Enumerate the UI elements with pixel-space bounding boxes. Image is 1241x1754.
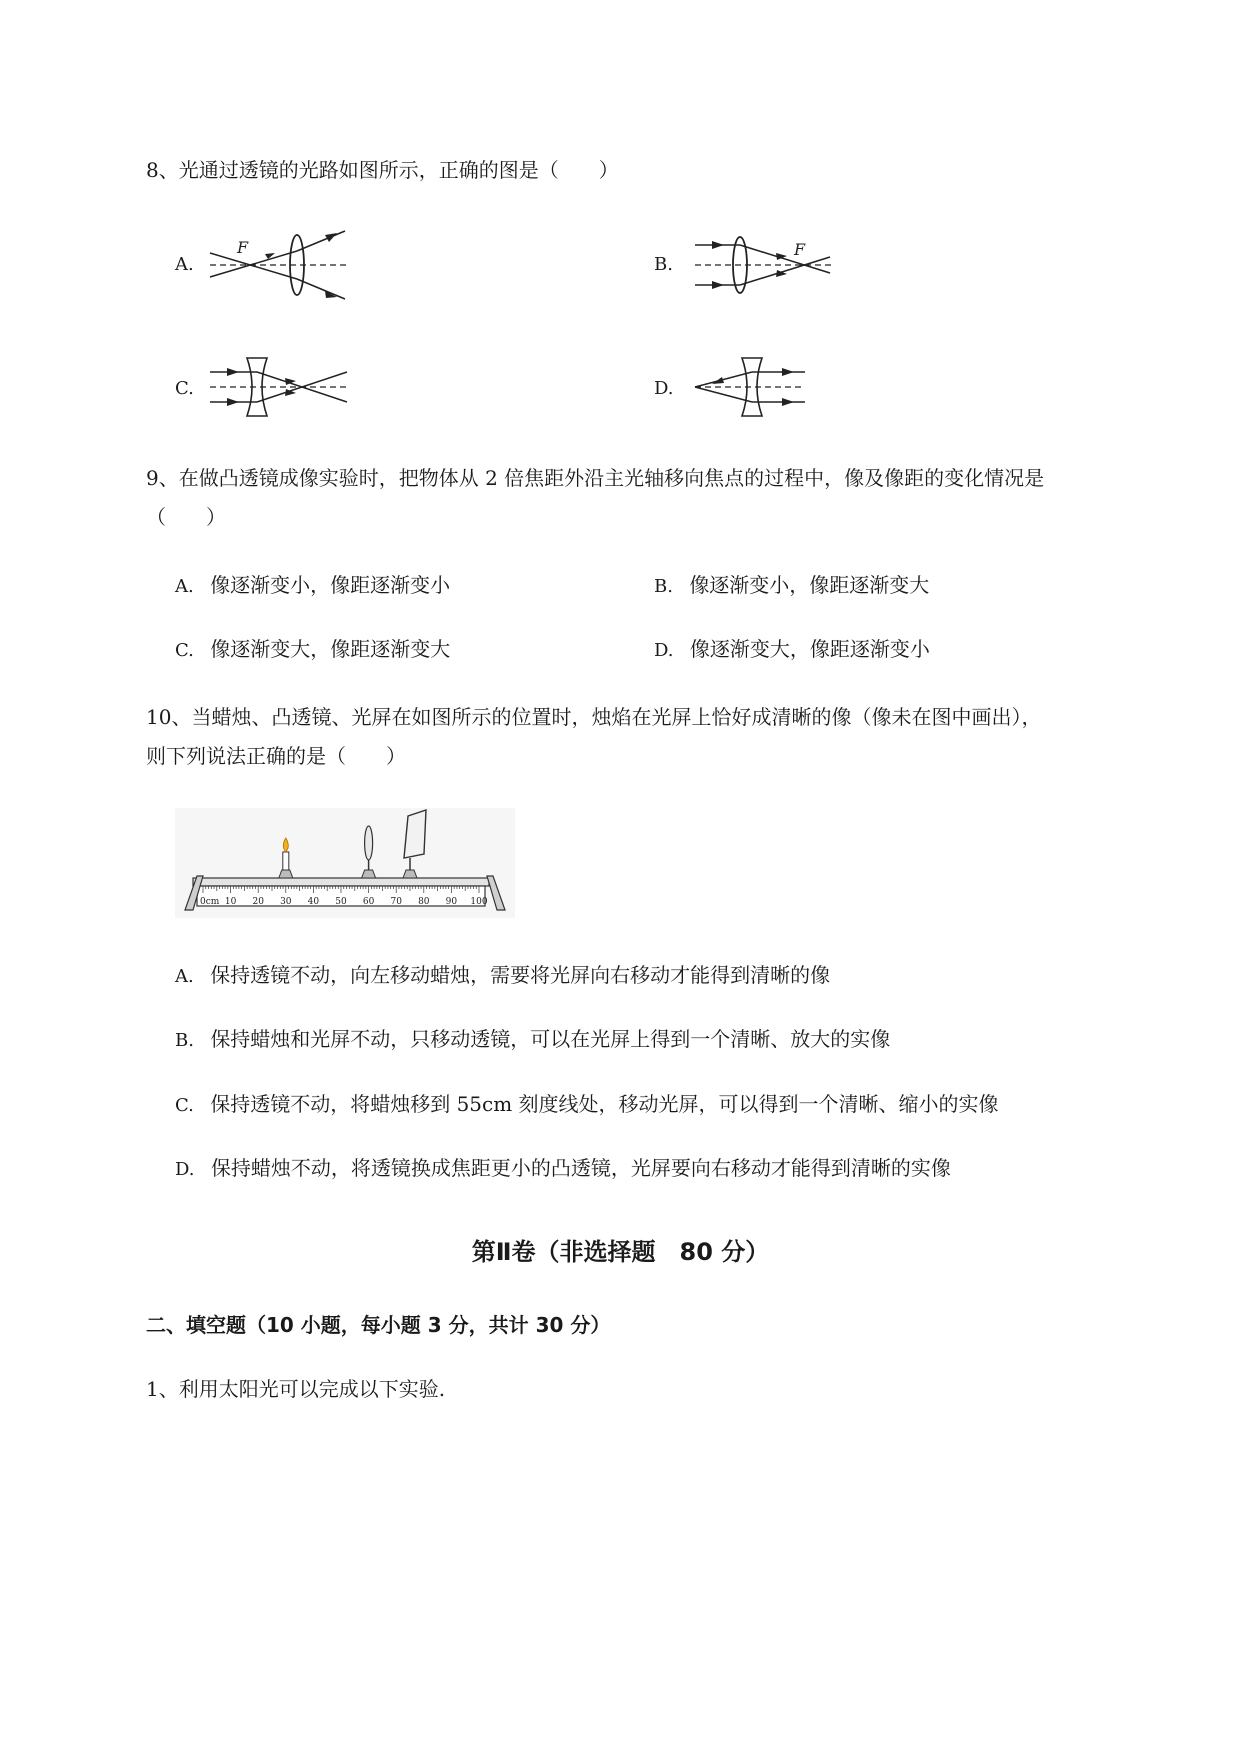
ruler-tick-label: 90 bbox=[445, 897, 458, 907]
question-9-stem-line1: 9、在做凸透镜成像实验时，把物体从 2 倍焦距外沿主光轴移向焦点的过程中，像及像距的变化情况是 bbox=[146, 466, 1045, 490]
q9-option-b-label: B. bbox=[654, 576, 673, 597]
q10-option-d-label: D. bbox=[175, 1159, 195, 1180]
q9-option-d-label: D. bbox=[654, 640, 674, 661]
q10-option-c-text: 保持透镜不动，将蜡烛移到 55cm 刻度线处，移动光屏，可以得到一个清晰、缩小的实像 bbox=[210, 1092, 999, 1116]
q10-option-c bbox=[175, 1090, 999, 1120]
q10-option-a-label: A. bbox=[175, 966, 194, 987]
q8-option-c-label: C. bbox=[175, 378, 194, 399]
q8-b-focal-label: F bbox=[794, 240, 806, 259]
q8-option-a-diagram bbox=[205, 225, 355, 305]
q9-option-d bbox=[654, 635, 930, 665]
q8-a-focal-label: F bbox=[237, 238, 249, 257]
question-10-stem-line1: 10、当蜡烛、凸透镜、光屏在如图所示的位置时，烛焰在光屏上恰好成清晰的像（像未在图中画出）， bbox=[146, 705, 1042, 729]
ruler-tick-label: 70 bbox=[390, 897, 402, 907]
question-10-stem-line2: 则下列说法正确的是（ ） bbox=[146, 744, 406, 768]
q8-option-d-diagram bbox=[690, 350, 840, 425]
ruler-tick-label: 20 bbox=[252, 897, 264, 907]
optical-bench-figure bbox=[175, 808, 515, 918]
ruler-tick-label: 50 bbox=[335, 897, 347, 907]
q10-option-a-text: 保持透镜不动，向左移动蜡烛，需要将光屏向右移动才能得到清晰的像 bbox=[210, 963, 831, 987]
ruler-tick-label: 60 bbox=[362, 897, 375, 907]
ruler-tick-label: 30 bbox=[280, 897, 292, 907]
q9-option-b bbox=[654, 571, 929, 601]
q9-option-a-text: 像逐渐变小，像距逐渐变小 bbox=[210, 573, 451, 597]
q10-option-a bbox=[175, 961, 830, 991]
question-9-stem-line2: （ ） bbox=[146, 505, 226, 529]
q9-option-c-label: C. bbox=[175, 640, 194, 661]
q9-option-a-label: A. bbox=[175, 576, 194, 597]
q10-option-d-text: 保持蜡烛不动，将透镜换成焦距更小的凸透镜，光屏要向右移动才能得到清晰的实像 bbox=[210, 1156, 951, 1180]
q8-option-d-label: D. bbox=[654, 378, 674, 399]
q10-option-b-label: B. bbox=[175, 1030, 194, 1051]
q8-option-a-label: A. bbox=[175, 254, 194, 275]
q8-option-b-label: B. bbox=[654, 254, 673, 275]
q9-option-c-text: 像逐渐变大，像距逐渐变大 bbox=[210, 637, 451, 661]
q9-option-d-text: 像逐渐变大，像距逐渐变小 bbox=[689, 637, 930, 661]
q9-option-a bbox=[175, 571, 450, 601]
q8-option-c-diagram bbox=[205, 350, 355, 425]
section-2-question-1-stem: 1、利用太阳光可以完成以下实验. bbox=[146, 1377, 446, 1401]
section-2-title: 第Ⅱ卷（非选择题 80 分） bbox=[471, 1238, 770, 1266]
ruler-tick-label: 100 bbox=[470, 897, 488, 907]
ruler-tick-label: 10 bbox=[224, 897, 237, 907]
q10-option-b bbox=[175, 1025, 890, 1055]
q9-option-b-text: 像逐渐变小，像距逐渐变大 bbox=[689, 573, 930, 597]
q10-option-d bbox=[175, 1154, 951, 1184]
ruler-tick-label: 40 bbox=[307, 897, 320, 907]
q10-option-c-label: C. bbox=[175, 1095, 194, 1116]
question-8-stem: 8、光通过透镜的光路如图所示，正确的图是（ ） bbox=[146, 158, 619, 182]
section-2-subheading: 二、填空题（10 小题，每小题 3 分，共计 30 分） bbox=[146, 1313, 611, 1337]
q8-option-b-diagram bbox=[690, 225, 840, 305]
q9-option-c bbox=[175, 635, 450, 665]
ruler-unit-label: 0cm bbox=[200, 897, 220, 907]
ruler-tick-label: 80 bbox=[418, 897, 430, 907]
q10-option-b-text: 保持蜡烛和光屏不动，只移动透镜，可以在光屏上得到一个清晰、放大的实像 bbox=[210, 1027, 891, 1051]
